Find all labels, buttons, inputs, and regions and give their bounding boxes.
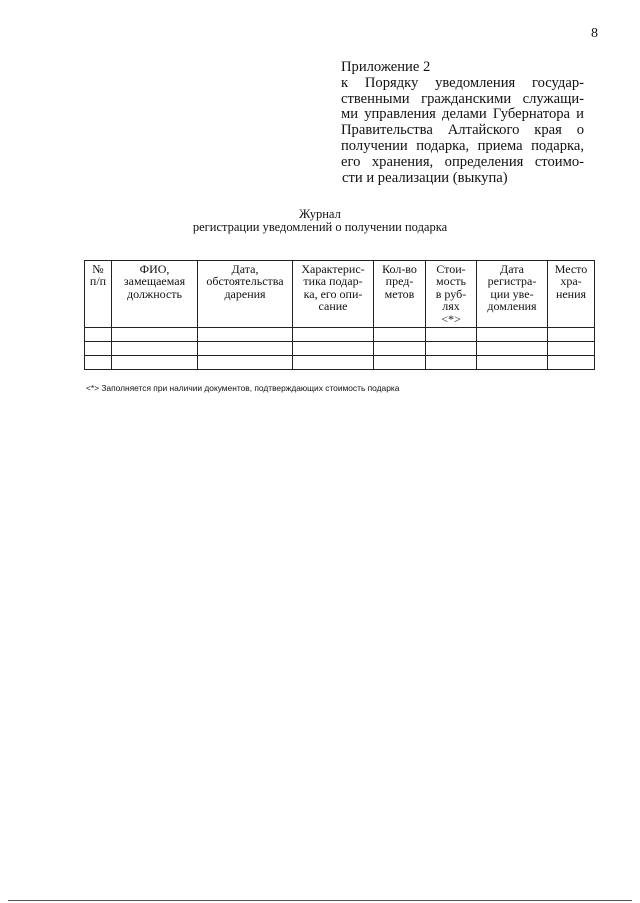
table-header-row xyxy=(85,261,595,328)
table-cell xyxy=(85,356,112,370)
table-cell xyxy=(293,356,374,370)
journal-subtitle: регистрации уведомлений о получении подарка xyxy=(192,220,448,234)
table-cell xyxy=(548,328,595,342)
table-cell xyxy=(293,342,374,356)
table-cell xyxy=(426,342,477,356)
page-bottom-divider xyxy=(8,900,632,901)
appendix-line: Правительства Алтайского края о xyxy=(341,122,584,139)
column-header-name-position: ФИО, замещаемая должность xyxy=(112,261,198,328)
journal-title: Журнал xyxy=(299,207,341,221)
appendix-line: получении подарка, приема подарка, xyxy=(341,137,584,154)
table-row xyxy=(85,356,595,370)
table-row xyxy=(85,342,595,356)
column-header-date-circumstances: Дата, обстоятельства дарения xyxy=(198,261,293,328)
table-cell xyxy=(374,342,426,356)
column-header-quantity: Кол-во пред- метов xyxy=(374,261,426,328)
appendix-line: сти и реализации (выкупа) xyxy=(342,169,508,186)
table-cell xyxy=(374,328,426,342)
table-cell xyxy=(477,342,548,356)
appendix-block xyxy=(341,60,584,186)
appendix-line: к Порядку уведомления государ- xyxy=(341,74,584,91)
table-cell xyxy=(477,356,548,370)
table-cell xyxy=(548,342,595,356)
table-cell xyxy=(374,356,426,370)
table-cell xyxy=(293,328,374,342)
table-cell xyxy=(477,328,548,342)
table-cell xyxy=(85,342,112,356)
table-cell xyxy=(112,328,198,342)
table-cell xyxy=(548,356,595,370)
table-cell xyxy=(112,356,198,370)
table-cell xyxy=(426,328,477,342)
appendix-line: ми управления делами Губернатора и xyxy=(341,106,584,123)
appendix-line: его хранения, определения стоимо- xyxy=(341,153,584,170)
appendix-title: Приложение 2 xyxy=(341,59,431,75)
table-cell xyxy=(426,356,477,370)
table-body xyxy=(85,328,595,370)
column-header-gift-description: Характерис- тика подар- ка, его опи- сание xyxy=(293,261,374,328)
footnote: <*> Заполняется при наличии документов, подтверждающих стоимость подарка xyxy=(86,383,400,393)
table-cell xyxy=(85,328,112,342)
table-cell xyxy=(198,342,293,356)
appendix-line: ственными гражданскими служащи- xyxy=(341,90,584,107)
column-header-registration-date: Дата регистра- ции уве- домления xyxy=(477,261,548,328)
registration-table xyxy=(84,260,595,370)
table-cell xyxy=(198,356,293,370)
table-row xyxy=(85,328,595,342)
column-header-cost: Стои- мость в руб- лях <*> xyxy=(426,261,477,328)
page-number: 8 xyxy=(591,26,598,41)
column-header-storage-place: Место хра- нения xyxy=(548,261,595,328)
table-cell xyxy=(198,328,293,342)
column-header-number: № п/п xyxy=(85,261,112,328)
table-cell xyxy=(112,342,198,356)
